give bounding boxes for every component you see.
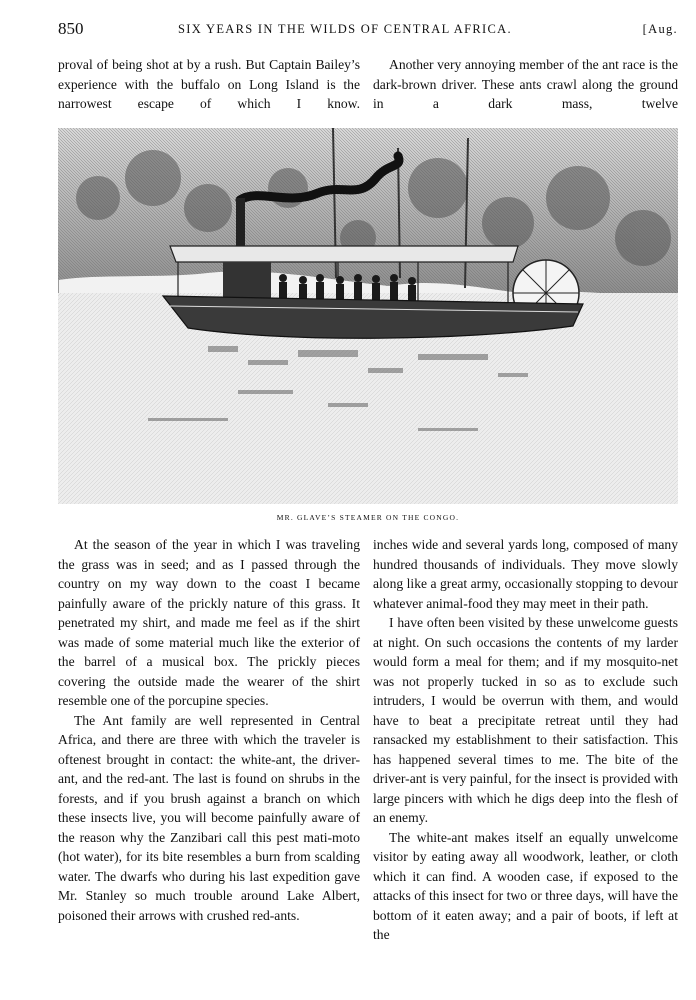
header-month: [Aug. bbox=[642, 22, 678, 36]
page-number: 850 bbox=[58, 19, 84, 38]
engraving-svg bbox=[58, 128, 678, 504]
paragraph: inches wide and several yards long, composed of many hundred thousands of individuals. They move slowly along like a great army, occasionally stopping to devour whatever animal-food they may meet in their path. bbox=[373, 537, 678, 611]
top-left-column bbox=[58, 55, 360, 114]
steamer-illustration bbox=[58, 128, 678, 504]
awning bbox=[170, 246, 518, 262]
paragraph: At the season of the year in which I was traveling the grass was in seed; and as I passed through the country on my way down to the coast I became painfully aware of the prickly nature of this grass. It penetrated my shirt, and made me feel as if the shirt was made of some material much like the exterior of the barrel of a musical box. The prickly pieces covering the outside made the wearer of the shirt resemble one of the porcupine species. bbox=[58, 537, 360, 708]
paragraph: I have often been visited by these unwelcome guests at night. On such occasions the contents of my larder would form a meal for them; and if my mosquito-net was not properly tucked in so as to exclude such intruders, I would be overrun with them, and would have to beat a precipitate retreat until they had ransacked my establishment to their satisfaction. This has happened several times to me. The bite of the driver-ant is very painful, for the insect is provided with large pincers with which he digs deep into the flesh of an enemy. bbox=[373, 615, 678, 825]
paragraph: The Ant family are well represented in Central Africa, and there are three with which the traveler is oftenest brought in contact: the white-ant, the driver-ant, and the red-ant. The last is found on shrubs in the forests, and if you brush against a branch on which these insects live, you will become painfully aware of the reason why the Zanzibari call this pest mati-moto (hot water), for its bite resembles a burn from scalding water. The dwarfs who during his last expedition gave Mr. Stanley so much trouble around Lake Albert, poisoned their arrows with crushed red-ants. bbox=[58, 712, 360, 923]
running-title: SIX YEARS IN THE WILDS OF CENTRAL AFRICA. bbox=[178, 22, 512, 36]
paragraph: Another very annoying member of the ant race is the dark-brown driver. These ants crawl along the ground in a dark mass, twelve bbox=[373, 57, 678, 111]
right-column bbox=[373, 535, 678, 945]
funnel bbox=[236, 198, 245, 246]
hull bbox=[163, 296, 583, 338]
running-header bbox=[58, 19, 678, 42]
top-right-column bbox=[373, 55, 678, 114]
left-column bbox=[58, 535, 360, 925]
paragraph: The white-ant makes itself an equally unwelcome visitor by eating away all woodwork, leather, or cloth which it can find. A wooden case, if exposed to the attacks of this insect for two or three days, will have the bottom of it eaten away; and a pair of boots, if left at the bbox=[373, 829, 678, 942]
figure-caption: MR. GLAVE’S STEAMER ON THE CONGO. bbox=[276, 513, 460, 522]
paragraph: proval of being shot at by a rush. But Captain Bailey’s experience with the buffalo on Long Island is the narrowest escape of which I know. bbox=[58, 57, 360, 111]
